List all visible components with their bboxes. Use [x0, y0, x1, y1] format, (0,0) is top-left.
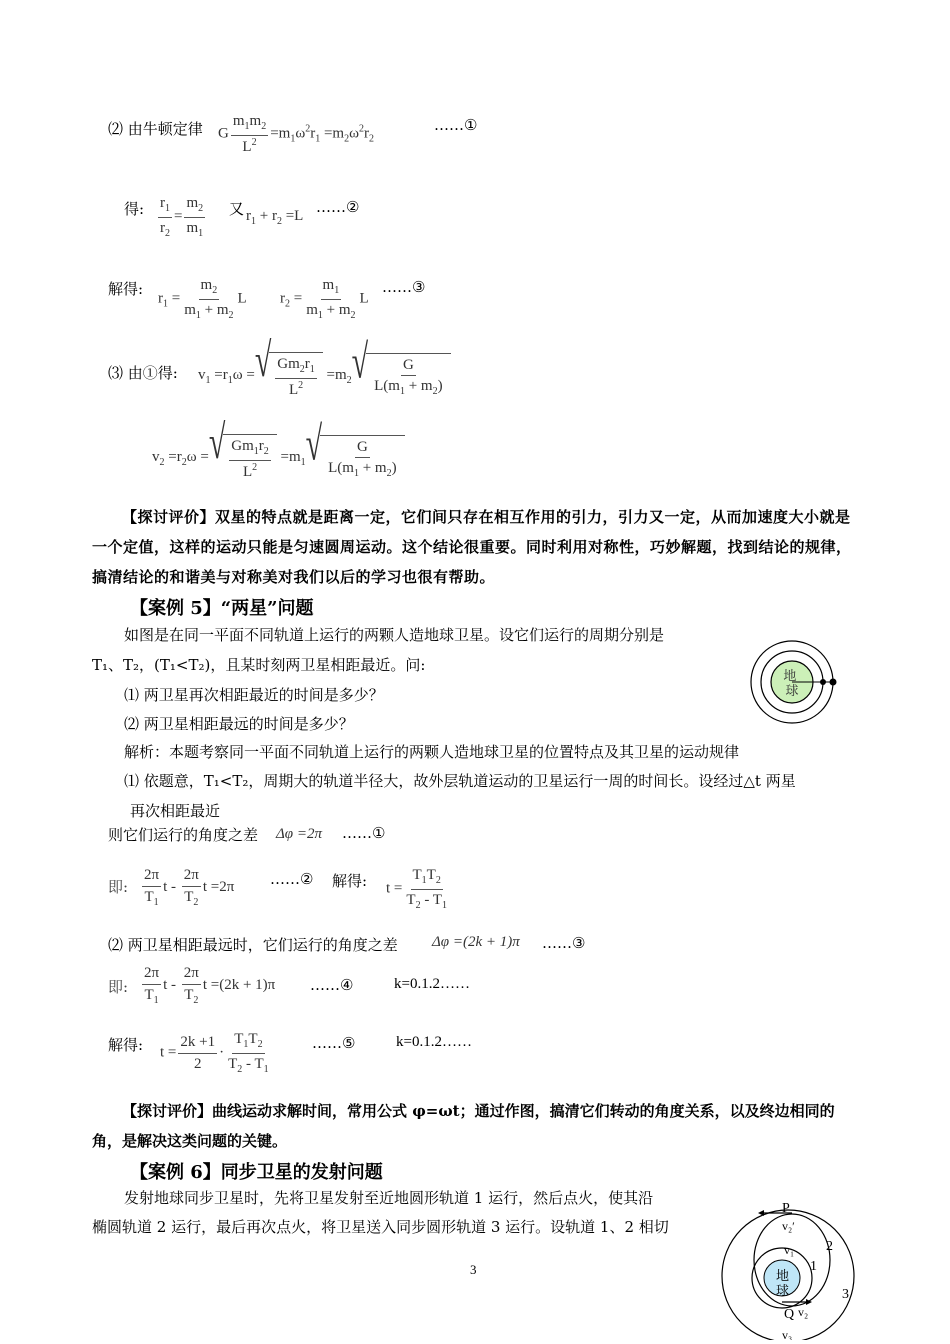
line-youyi: ⑶ 由①得:: [108, 364, 178, 382]
label-p: P: [782, 1201, 790, 1216]
angle-tag: ……①: [342, 824, 386, 842]
solve-label-2: 解得:: [108, 1036, 144, 1054]
formula-r1: $r_1$ = $\frac{m_2}{m_1 + m_2}$ L: [158, 277, 247, 321]
review-2: 【探讨评价】曲线运动求解时间，常用公式 φ=ωt；通过作图，搞清它们转动的角度关系，以及终边相同的角，是解决这类问题的关键。: [92, 1102, 835, 1150]
case5-p1a: ⑴ 依题意，T₁<T₂，周期大的轨道半径大，故外层轨道运动的卫星运行一周的时间长。设经过△t 两星: [124, 772, 796, 790]
newton-label: ⑵ 由牛顿定律: [108, 120, 203, 138]
eq5-tag: ……⑤: [312, 1034, 356, 1052]
tag-1: ……①: [434, 116, 478, 134]
label-earth-2: 球: [776, 1283, 790, 1298]
eq4-tag: ……④: [310, 976, 354, 994]
case6-title: 【案例 6】同步卫星的发射问题: [130, 1162, 383, 1183]
page-number: 3: [470, 1262, 477, 1277]
earth-label-char2: 球: [785, 684, 799, 699]
case5-p2: ⑵ 两卫星相距最远时，它们运行的角度之差: [108, 936, 398, 954]
formula-delta-phi-2: Δφ =(2k + 1)π: [432, 934, 520, 950]
formula-eq4: $\frac{2\pi}{T_1}$ t - $\frac{2\pi}{T_2}$ t =(2k + 1)π: [144, 965, 276, 1006]
formula-delta-phi: Δφ =2π: [276, 826, 322, 842]
formula-newton: G $\frac{m_1m_2}{L^2}$ $=m_1\omega^2r_1 =m_2\omega^2r_2$: [218, 113, 374, 155]
k-range-2: k=0.1.2……: [396, 1034, 472, 1050]
case5-analysis: 解析：本题考察同一平面不同轨道上运行的两颗人造地球卫星的位置特点及其卫星的运动规律: [124, 743, 740, 761]
eq3-tag: ……③: [542, 934, 586, 952]
tag-2: ……②: [316, 198, 360, 216]
label-v3: v₃: [782, 1328, 793, 1340]
case5-intro2: T₁、T₂，(T₁<T₂)，且某时刻两卫星相距最近。问:: [92, 656, 426, 674]
k-range-1: k=0.1.2……: [394, 976, 470, 992]
label-orbit2: 2: [826, 1239, 833, 1254]
label-v2: v₂: [798, 1305, 809, 1319]
angle-label: 则它们运行的角度之差: [108, 826, 259, 844]
label-orbit1: 1: [810, 1259, 817, 1274]
earth-label: [783, 668, 800, 699]
label-v1: v₁: [784, 1243, 795, 1257]
label-orbit3: 3: [842, 1287, 849, 1302]
arrow-p-head: [758, 1210, 764, 1216]
two-satellites-figure: [748, 634, 840, 726]
orbit-transfer-figure: [718, 1198, 868, 1340]
you-label: 又: [229, 200, 245, 218]
line-newton: [108, 118, 203, 139]
formula-r2: $r_2$ = $\frac{m_1}{m_1 + m_2}$ L: [280, 277, 369, 321]
label-q: Q: [784, 1307, 795, 1322]
satellite-inner: [820, 679, 826, 685]
case5-q1: ⑴ 两卫星再次相距最近的时间是多少？: [124, 686, 384, 704]
case6-line1: 发射地球同步卫星时，先将卫星发射至近地圆形轨道 1 运行，然后点火，使其沿: [124, 1189, 654, 1207]
label-earth-1: 地: [776, 1268, 790, 1283]
case5-title: 【案例 5】“两星”问题: [130, 598, 314, 619]
formula-v1: $v_1 =r_1\omega$ = √ $\frac{Gm_2r_1}{L^2}$ $=m_2$ √ $\frac{G}{L(m_1 + m_2)}$: [198, 352, 451, 399]
case6-line2: 椭圆轨道 2 运行，最后再次点火，将卫星送入同步圆形轨道 3 运行。设轨道 1、2 相切: [92, 1218, 669, 1236]
case5-p1b: 再次相距最近: [130, 802, 221, 820]
eq2-tag: ……②: [270, 870, 314, 888]
formula-t1: t = $\frac{T_1T_2}{T_2 - T_1}$: [386, 867, 447, 911]
formula-v2: $v_2 =r_2\omega$ = √ $\frac{Gm_1r_2}{L^2}$ $=m_1$ √ $\frac{G}{L(m_1 + m_2)}$: [152, 434, 405, 481]
label-v2p: v₂′: [782, 1219, 795, 1233]
formula-eq2: $\frac{2\pi}{T_1}$ t - $\frac{2\pi}{T_2}$ t =2π: [144, 867, 235, 908]
case5-intro1: 如图是在同一平面不同轨道上运行的两颗人造地球卫星。设它们运行的周期分别是: [124, 626, 665, 644]
ji-label-2: 即:: [108, 978, 129, 996]
line-de: 得:: [124, 200, 145, 218]
earth-label-char1: 地: [783, 669, 797, 684]
ji-label-1: 即:: [108, 878, 129, 896]
formula-sum: $r_1 + r_2 =L$: [246, 208, 304, 227]
solve-label-1: 解得:: [332, 872, 368, 890]
review-1: 【探讨评价】双星的特点就是距离一定，它们间只存在相互作用的引力，引力又一定，从而加速度大小就是一个定值，这样的运动只能是匀速圆周运动。这个结论很重要。同时利用对称性，巧妙解题，找到结论的规律，搞清结论的和谐美与对称美对我们以后的学习也很有帮助。: [92, 508, 852, 586]
formula-ratio: $\frac{r_1}{r_2}$ = $\frac{m_2}{m_1}$: [160, 195, 204, 239]
satellite-outer: [830, 679, 837, 686]
case5-q2: ⑵ 两卫星相距最远的时间是多少？: [124, 715, 354, 733]
line-jiede: 解得:: [108, 280, 144, 298]
formula-t2: t = $\frac{2k +1}{2}$ · $\frac{T_1T_2}{T_2 - T_1}$: [160, 1031, 269, 1075]
tag-3: ……③: [382, 278, 426, 296]
